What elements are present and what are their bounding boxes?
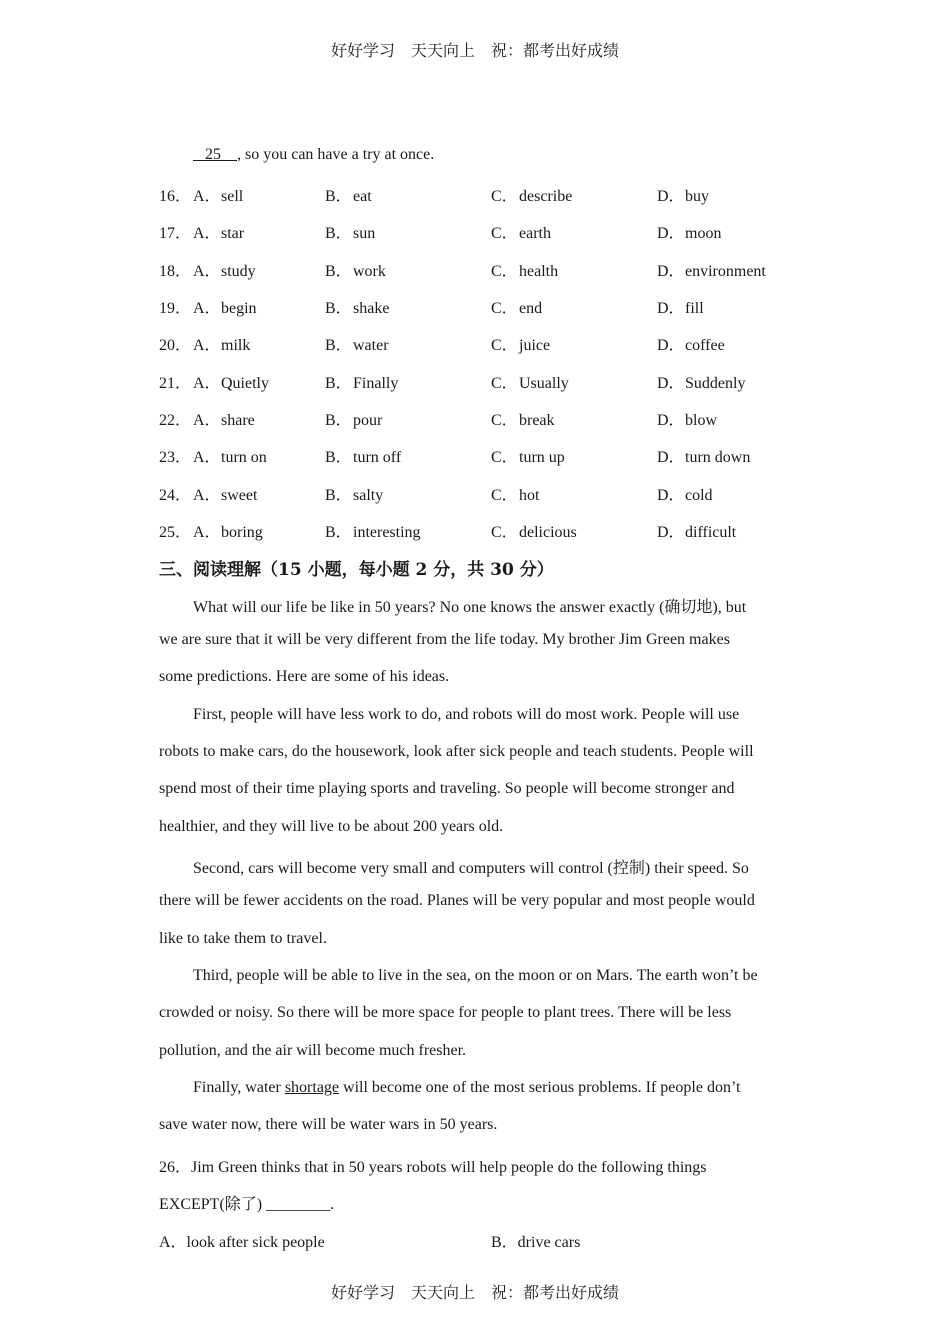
cloze-end-text: , so you can have a try at once. [237,146,435,163]
option-letter: C． [491,487,518,504]
passage-line: there will be fewer accidents on the road. Planes will be very popular and most people would [159,892,755,909]
option-text: interesting [353,524,421,541]
question-26-option-a: A．look after sick people [159,1234,325,1251]
option-letter: B． [325,337,352,354]
option-b [325,370,398,393]
option-letter: D． [657,449,685,466]
option-letter: A． [193,337,221,354]
underlined-word: shortage [284,1079,340,1096]
section-title: 三、阅读理解（15 小题，每小题 2 分，共 30 分） [159,560,554,580]
option-a [193,407,255,430]
option-b [325,183,372,206]
question-number: 25． [159,524,192,541]
option-d [657,332,725,355]
option-text: health [519,263,559,280]
option-letter: C． [491,263,518,280]
question-number: 21． [159,375,192,392]
option-letter: D． [657,225,685,242]
option-letter: B． [325,524,352,541]
cloze-end-line [193,146,833,164]
passage-line-final [193,1079,833,1097]
option-letter: A． [193,225,221,242]
option-letter: D． [657,263,685,280]
option-text: break [519,412,555,429]
option-d [657,407,717,430]
question-row [159,295,799,317]
option-text: star [221,225,245,242]
option-a [193,295,257,318]
option-a [193,258,256,281]
option-b [325,220,375,243]
passage-text: will become one of the most serious problems. If people don’t [339,1079,741,1096]
option-text: turn up [519,449,565,466]
option-b [325,258,386,281]
option-text: Quietly [221,375,269,392]
option-text: boring [221,524,263,541]
option-c [491,444,565,467]
passage-line: healthier, and they will live to be about 200 years old. [159,818,504,835]
passage-line: Second, cars will become very small and computers will control (控制) their speed. So [193,860,749,877]
option-a [193,220,244,243]
option-c [491,482,539,505]
option-b [325,482,383,505]
question-number: 19． [159,300,192,317]
passage-line: robots to make cars, do the housework, look after sick people and teach students. People will [159,743,754,760]
option-letter: B． [325,487,352,504]
option-letter: D． [657,188,685,205]
option-text: cold [685,487,713,504]
option-text: fill [685,300,704,317]
option-text: end [519,300,543,317]
question-26-stem-cont: EXCEPT(除了) ________. [159,1196,335,1213]
passage-text: Finally, water [193,1079,285,1096]
option-c [491,407,555,430]
passage-line: Third, people will be able to live in the sea, on the moon or on Mars. The earth won’t be [193,967,758,984]
option-letter: C． [491,449,518,466]
option-d [657,183,709,206]
option-text: Finally [353,375,399,392]
option-letter: D． [657,524,685,541]
question-row [159,183,799,205]
question-number: 24． [159,487,192,504]
option-text: moon [685,225,722,242]
option-text: milk [221,337,251,354]
passage-line: spend most of their time playing sports and traveling. So people will become stronger and [159,780,735,797]
option-text: describe [519,188,573,205]
option-letter: A． [193,263,221,280]
option-letter: A． [193,188,221,205]
option-text: Suddenly [685,375,746,392]
option-text: turn off [353,449,402,466]
option-letter: A． [193,412,221,429]
option-text: hot [519,487,540,504]
option-letter: B． [325,375,352,392]
option-letter: A． [193,300,221,317]
option-text: pour [353,412,383,429]
option-letter: B． [325,225,352,242]
option-letter: D． [657,412,685,429]
option-text: blow [685,412,717,429]
option-letter: D． [657,375,685,392]
option-a [193,482,257,505]
passage-line: save water now, there will be water wars in 50 years. [159,1116,498,1133]
option-letter: A． [193,375,221,392]
option-letter: C． [491,412,518,429]
option-letter: D． [657,487,685,504]
page-footer: 好好学习 天天向上 祝：都考出好成绩 [330,1283,619,1302]
option-letter: C． [491,225,518,242]
option-letter: A． [193,487,221,504]
question-number: 18． [159,263,192,280]
option-b [325,519,421,542]
option-c [491,220,551,243]
option-text: buy [685,188,709,205]
option-text: sun [353,225,376,242]
option-text: shake [353,300,390,317]
option-text: environment [685,263,766,280]
option-a [193,519,263,542]
question-row [159,370,799,392]
question-number: 22． [159,412,192,429]
option-text: begin [221,300,257,317]
option-text: turn on [221,449,267,466]
passage-line: What will our life be like in 50 years? No one knows the answer exactly (确切地), but [193,599,747,616]
option-text: sweet [221,487,258,504]
option-b [325,407,382,430]
option-d [657,519,736,542]
option-text: share [221,412,255,429]
option-a [193,370,269,393]
passage-line: crowded or noisy. So there will be more space for people to plant trees. There will be less [159,1004,732,1021]
option-text: Usually [519,375,569,392]
question-row [159,407,799,429]
passage-line: some predictions. Here are some of his ideas. [159,668,450,685]
option-letter: A． [193,524,221,541]
question-number: 23． [159,449,192,466]
option-letter: B． [325,188,352,205]
question-row [159,444,799,466]
page-header: 好好学习 天天向上 祝：都考出好成绩 [330,41,619,60]
question-row [159,258,799,280]
option-letter: B． [325,412,352,429]
option-c [491,519,577,542]
option-c [491,332,550,355]
option-letter: D． [657,300,685,317]
passage-line: we are sure that it will be very different from the life today. My brother Jim Green makes [159,631,730,648]
option-b [325,444,401,467]
option-letter: C． [491,300,518,317]
option-letter: A． [193,449,221,466]
option-letter: C． [491,337,518,354]
option-c [491,370,569,393]
option-a [193,332,250,355]
option-letter: C． [491,375,518,392]
passage-line: like to take them to travel. [159,930,327,947]
question-row [159,220,799,242]
question-26-stem: 26．Jim Green thinks that in 50 years robots will help people do the following things [159,1159,707,1176]
option-text: earth [519,225,551,242]
option-b [325,295,389,318]
option-text: salty [353,487,384,504]
option-d [657,482,713,505]
option-letter: C． [491,188,518,205]
option-letter: B． [325,263,352,280]
option-text: sell [221,188,244,205]
option-d [657,370,745,393]
option-d [657,444,750,467]
option-b [325,332,389,355]
option-letter: D． [657,337,685,354]
option-text: eat [353,188,372,205]
option-d [657,258,766,281]
option-d [657,220,721,243]
option-c [491,295,542,318]
question-26-option-b: B．drive cars [491,1234,581,1251]
option-text: work [353,263,386,280]
question-number: 16． [159,188,192,205]
option-letter: C． [491,524,518,541]
option-text: study [221,263,256,280]
option-text: coffee [685,337,725,354]
blank-25: 25 [193,146,237,163]
option-a [193,183,243,206]
option-letter: B． [325,449,352,466]
question-number: 20． [159,337,192,354]
option-text: delicious [519,524,577,541]
question-row [159,332,799,354]
option-text: juice [519,337,551,354]
option-text: difficult [685,524,737,541]
option-a [193,444,267,467]
option-letter: B． [325,300,352,317]
passage-line: First, people will have less work to do, and robots will do most work. People will use [193,706,740,723]
question-row [159,519,799,541]
option-c [491,183,572,206]
option-c [491,258,558,281]
question-row [159,482,799,504]
option-d [657,295,704,318]
question-number: 17． [159,225,192,242]
passage-line: pollution, and the air will become much fresher. [159,1042,467,1059]
option-text: turn down [685,449,751,466]
option-text: water [353,337,389,354]
